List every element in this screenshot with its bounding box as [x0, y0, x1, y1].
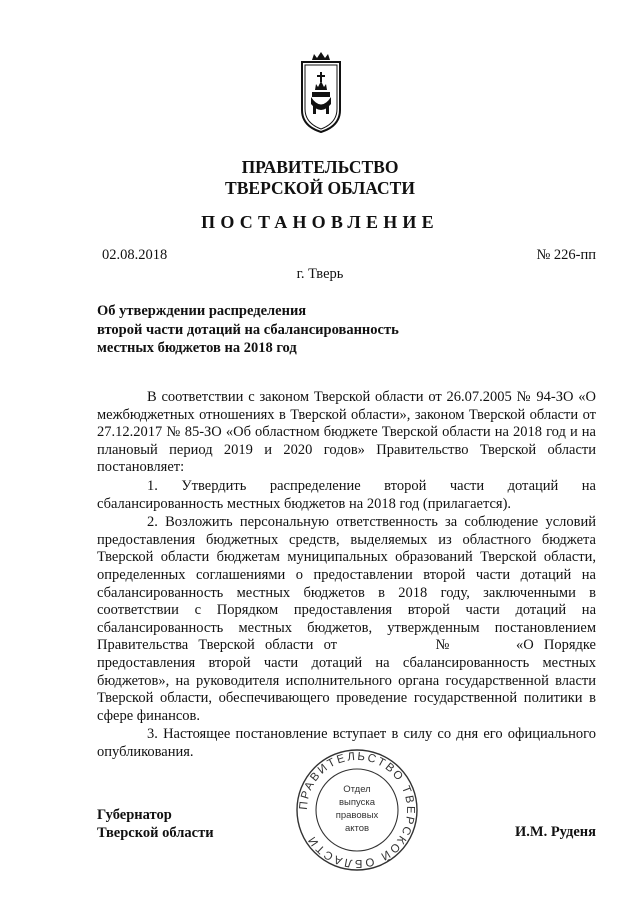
body-paragraph-3 [97, 514, 596, 725]
body-paragraph-3-numsign: № [429, 637, 456, 654]
document-date: 02.08.2018 [102, 247, 168, 263]
body-paragraph-2: 1. Утвердить распределение второй части дотаций на сбалансированность местных бюджетов на 2018 год (прилагается). [97, 477, 596, 512]
body-paragraph-4: 3. Настоящее постановление вступает в силу со дня его официального опубликования. [97, 726, 596, 760]
body-paragraph-3-part2: «О Порядке предоставления второй части дотаций на сбалансированность местных бюджетов», на руководителя исполнительного органа государственной власти Тверской области, обеспечивающего проведение государственной политики в сфере финансов. [97, 637, 596, 724]
body-paragraph-1: В соответствии с законом Тверской области от 26.07.2005 № 94-ЗО «О межбюджетных отношениях в Тверской области», законом Тверской области от 27.12.2017 № 85-ЗО «Об областном бюджете Тверской области на 2018 год и на плановый период 2019 и 2020 годов» Правительство Тверской области постановляет: [97, 389, 596, 476]
body-paragraph-3-part1: 2. Возложить персональную ответственность за соблюдение условий предоставления бюджетных средств, выделяемых из областного бюджета Тверской области бюджетам муниципальных образований Тверской области, определенных соглашениями о предоставлении второй части дотаций на сбалансированность местных бюджетов в 2018 году, заключенными в соответствии с Порядком предоставления второй части дотаций на сбалансированность местных бюджетов, утвержденным постановлением Правительства Тверской области от [97, 514, 596, 654]
signatory-position-line1: Губернатор [97, 807, 172, 823]
signatory-position [97, 806, 214, 842]
tver-coat-of-arms-icon [299, 52, 343, 134]
org-name-line1: ПРАВИТЕЛЬСТВО [241, 157, 399, 177]
stamp-center-line4: актов [344, 823, 370, 834]
stamp-center-line2: выпуска [338, 797, 376, 808]
document-type-title: ПОСТАНОВЛЕНИЕ [201, 212, 439, 232]
document-city: г. Тверь [296, 266, 344, 282]
subject-line1: Об утверждении распределения [97, 303, 307, 319]
stamp-center-line1: Отдел [343, 784, 371, 795]
document-number: № 226-пп [536, 247, 596, 263]
subject-line3: местных бюджетов на 2018 год [97, 340, 297, 356]
signatory-name: И.М. Руденя [514, 824, 596, 840]
subject-line2: второй части дотаций на сбалансированность [97, 321, 399, 338]
stamp-center-line3: правовых [335, 810, 379, 821]
document-body [97, 389, 596, 761]
signatory-position-line2: Тверской области [97, 825, 214, 841]
org-name-line2: ТВЕРСКОЙ ОБЛАСТИ [225, 178, 415, 198]
document-subject [97, 302, 427, 358]
stamp-ring-text: ПРАВИТЕЛЬСТВО ТВЕРСКОЙ ОБЛАСТИ [297, 750, 417, 870]
official-stamp [294, 747, 420, 873]
